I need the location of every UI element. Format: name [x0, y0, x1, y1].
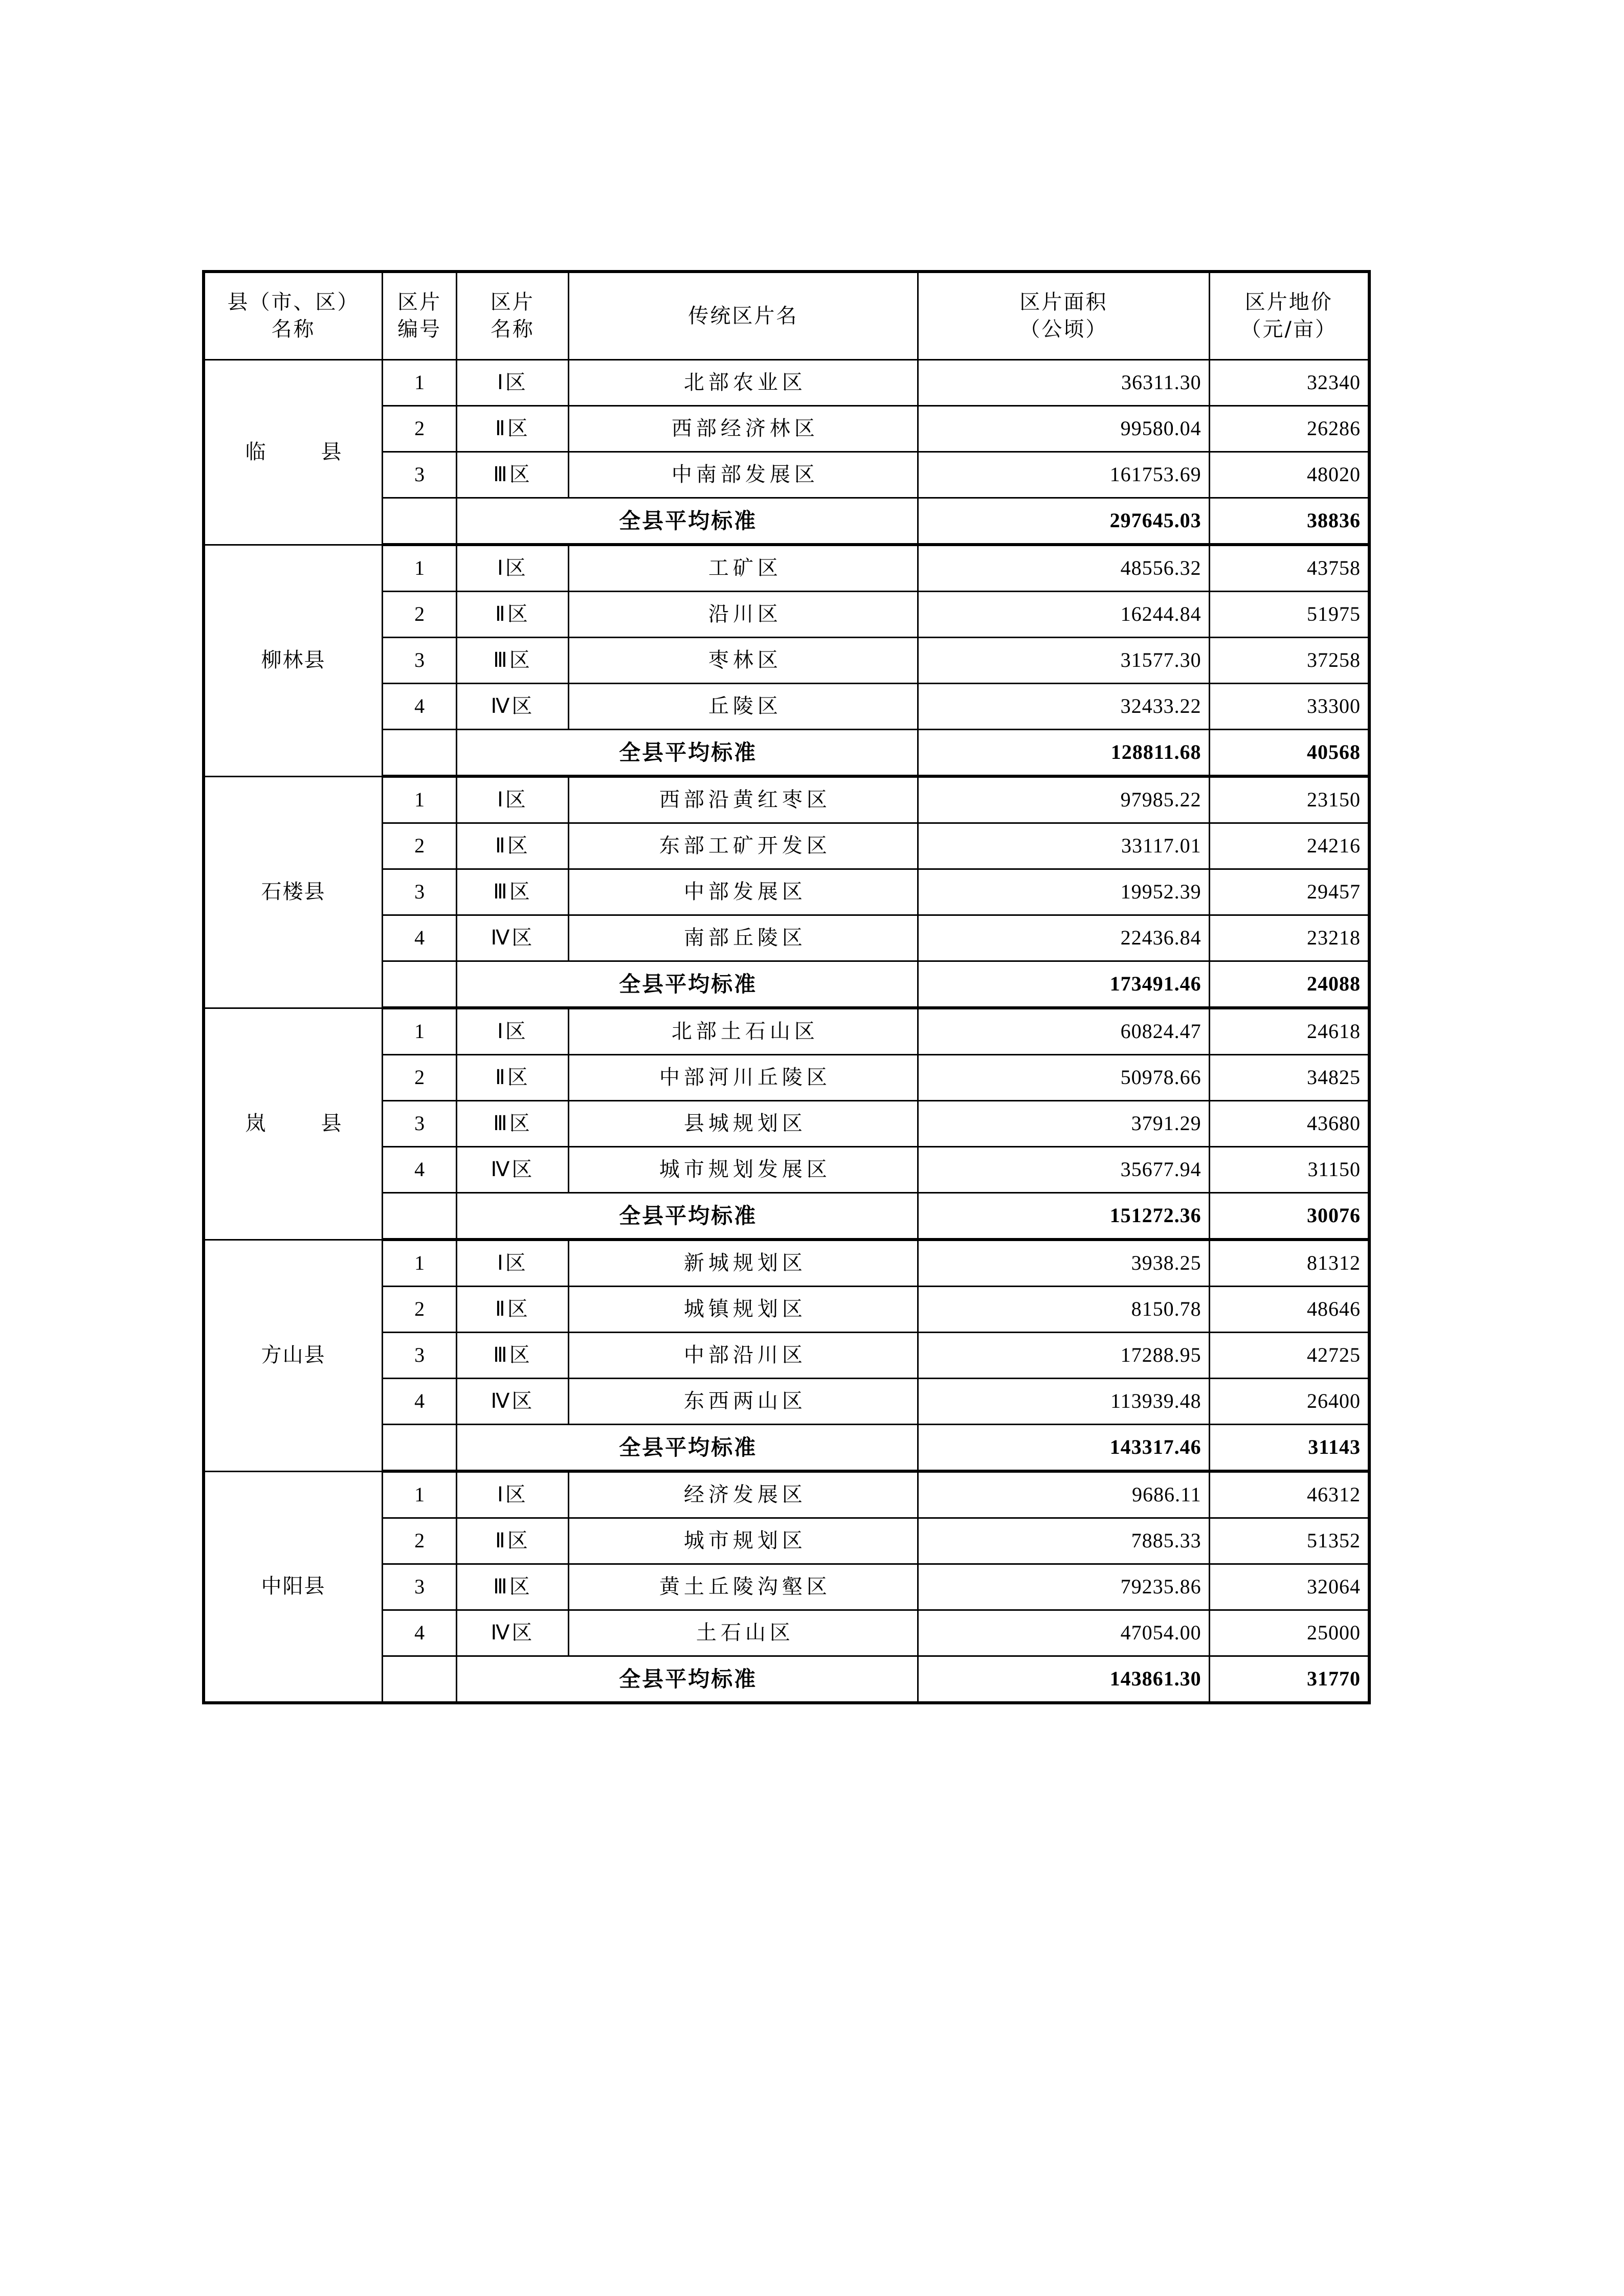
county-name-label: 中阳县: [261, 1574, 326, 1599]
summary-number-spacer: [383, 1425, 457, 1472]
district-name-cell: Ⅳ区: [457, 1610, 568, 1656]
county-name-label: 石楼县: [261, 880, 326, 904]
district-area-cell: 3791.29: [918, 1101, 1209, 1147]
district-area-cell: 47054.00: [918, 1610, 1209, 1656]
district-area-cell: 9686.11: [918, 1471, 1209, 1518]
district-name-cell: Ⅲ区: [457, 638, 568, 684]
district-name-cell: Ⅳ区: [457, 1147, 568, 1193]
summary-area-cell: 151272.36: [918, 1193, 1209, 1240]
summary-price-cell: 40568: [1209, 730, 1369, 777]
district-price-cell: 48646: [1209, 1287, 1369, 1333]
district-name-cell: Ⅳ区: [457, 684, 568, 730]
district-price-cell: 23218: [1209, 915, 1369, 961]
traditional-name-cell: 县城规划区: [568, 1101, 918, 1147]
district-price-cell: 43758: [1209, 545, 1369, 592]
district-number-cell: 2: [383, 406, 457, 452]
traditional-name-cell: 黄土丘陵沟壑区: [568, 1564, 918, 1610]
district-name-cell: Ⅰ区: [457, 1240, 568, 1287]
district-number-cell: 1: [383, 1008, 457, 1055]
district-number-cell: 3: [383, 1101, 457, 1147]
traditional-name-cell: 南部丘陵区: [568, 915, 918, 961]
district-number-cell: 2: [383, 1055, 457, 1101]
district-price-cell: 26400: [1209, 1379, 1369, 1425]
district-name-cell: Ⅱ区: [457, 406, 568, 452]
traditional-name-cell: 西部沿黄红枣区: [568, 776, 918, 823]
district-price-cell: 48020: [1209, 452, 1369, 498]
district-name-cell: Ⅰ区: [457, 1008, 568, 1055]
column-header-line: 传统区片名: [688, 304, 798, 328]
traditional-name-cell: 中部河川丘陵区: [568, 1055, 918, 1101]
summary-label-cell: 全县平均标准: [457, 730, 918, 777]
district-number-cell: 3: [383, 1564, 457, 1610]
summary-number-spacer: [383, 961, 457, 1008]
district-name-cell: Ⅱ区: [457, 1518, 568, 1564]
district-name-cell: Ⅰ区: [457, 776, 568, 823]
district-area-cell: 19952.39: [918, 869, 1209, 915]
district-name-cell: Ⅲ区: [457, 1333, 568, 1379]
district-name-cell: Ⅰ区: [457, 360, 568, 406]
district-number-cell: 3: [383, 452, 457, 498]
traditional-name-cell: 东部工矿开发区: [568, 823, 918, 869]
summary-label-cell: 全县平均标准: [457, 1193, 918, 1240]
district-name-cell: Ⅱ区: [457, 823, 568, 869]
district-number-cell: 1: [383, 545, 457, 592]
district-area-cell: 35677.94: [918, 1147, 1209, 1193]
district-number-cell: 4: [383, 1610, 457, 1656]
column-header-price: [1209, 272, 1369, 360]
district-price-cell: 81312: [1209, 1240, 1369, 1287]
summary-price-cell: 31770: [1209, 1656, 1369, 1703]
district-area-cell: 16244.84: [918, 592, 1209, 638]
district-area-cell: 113939.48: [918, 1379, 1209, 1425]
district-name-cell: Ⅱ区: [457, 592, 568, 638]
district-name-cell: Ⅱ区: [457, 1055, 568, 1101]
table-row: [204, 1240, 1369, 1287]
district-name-cell: Ⅲ区: [457, 1101, 568, 1147]
column-header-num: [383, 272, 457, 360]
district-price-cell: 25000: [1209, 1610, 1369, 1656]
column-header-county: [204, 272, 383, 360]
table-row: [204, 1471, 1369, 1518]
district-area-cell: 22436.84: [918, 915, 1209, 961]
price-table-container: [202, 270, 1371, 1704]
district-number-cell: 4: [383, 1379, 457, 1425]
district-number-cell: 2: [383, 823, 457, 869]
district-name-cell: Ⅳ区: [457, 1379, 568, 1425]
table-row: [204, 360, 1369, 406]
summary-price-cell: 24088: [1209, 961, 1369, 1008]
district-price-cell: 32064: [1209, 1564, 1369, 1610]
summary-label-cell: 全县平均标准: [457, 498, 918, 545]
district-area-cell: 17288.95: [918, 1333, 1209, 1379]
district-number-cell: 1: [383, 1240, 457, 1287]
traditional-name-cell: 枣林区: [568, 638, 918, 684]
district-price-cell: 26286: [1209, 406, 1369, 452]
table-body: [204, 360, 1369, 1703]
district-area-cell: 36311.30: [918, 360, 1209, 406]
column-header-zone: [457, 272, 568, 360]
summary-label-cell: 全县平均标准: [457, 961, 918, 1008]
county-name-cell: [204, 776, 383, 1008]
traditional-name-cell: 中南部发展区: [568, 452, 918, 498]
county-name-cell: [204, 1240, 383, 1471]
district-price-cell: 31150: [1209, 1147, 1369, 1193]
district-area-cell: 8150.78: [918, 1287, 1209, 1333]
summary-area-cell: 143317.46: [918, 1425, 1209, 1472]
column-header-line: 县（市、区）: [227, 290, 360, 314]
header-row: [204, 272, 1369, 360]
table-row: [204, 776, 1369, 823]
district-area-cell: 3938.25: [918, 1240, 1209, 1287]
district-name-cell: Ⅳ区: [457, 915, 568, 961]
district-price-cell: 46312: [1209, 1471, 1369, 1518]
summary-area-cell: 173491.46: [918, 961, 1209, 1008]
column-header-line: 区片地价: [1244, 290, 1333, 314]
traditional-name-cell: 东西两山区: [568, 1379, 918, 1425]
column-header-trad: [568, 272, 918, 360]
county-name-label: 临 县: [245, 440, 359, 464]
column-header-line: 区片: [490, 290, 535, 314]
column-header-line: （公顷）: [1019, 318, 1108, 341]
traditional-name-cell: 中部发展区: [568, 869, 918, 915]
county-name-label: 柳林县: [261, 648, 326, 672]
district-number-cell: 2: [383, 1287, 457, 1333]
district-number-cell: 1: [383, 1471, 457, 1518]
column-header-line: 区片: [397, 290, 442, 314]
traditional-name-cell: 北部农业区: [568, 360, 918, 406]
district-name-cell: Ⅲ区: [457, 869, 568, 915]
summary-price-cell: 31143: [1209, 1425, 1369, 1472]
district-number-cell: 3: [383, 869, 457, 915]
column-header-line: 名称: [271, 318, 316, 341]
summary-number-spacer: [383, 1656, 457, 1703]
traditional-name-cell: 土石山区: [568, 1610, 918, 1656]
county-name-cell: [204, 1008, 383, 1240]
district-land-price-table: [202, 270, 1371, 1704]
district-area-cell: 79235.86: [918, 1564, 1209, 1610]
district-price-cell: 33300: [1209, 684, 1369, 730]
district-number-cell: 3: [383, 638, 457, 684]
summary-price-cell: 30076: [1209, 1193, 1369, 1240]
traditional-name-cell: 城市规划区: [568, 1518, 918, 1564]
traditional-name-cell: 工矿区: [568, 545, 918, 592]
summary-number-spacer: [383, 1193, 457, 1240]
traditional-name-cell: 西部经济林区: [568, 406, 918, 452]
district-name-cell: Ⅲ区: [457, 1564, 568, 1610]
district-number-cell: 4: [383, 915, 457, 961]
district-price-cell: 29457: [1209, 869, 1369, 915]
traditional-name-cell: 中部沿川区: [568, 1333, 918, 1379]
district-name-cell: Ⅰ区: [457, 1471, 568, 1518]
district-area-cell: 33117.01: [918, 823, 1209, 869]
traditional-name-cell: 新城规划区: [568, 1240, 918, 1287]
table-header: [204, 272, 1369, 360]
district-price-cell: 51975: [1209, 592, 1369, 638]
district-area-cell: 32433.22: [918, 684, 1209, 730]
district-number-cell: 1: [383, 776, 457, 823]
district-price-cell: 43680: [1209, 1101, 1369, 1147]
column-header-line: 区片面积: [1019, 290, 1108, 314]
county-name-label: 方山县: [261, 1343, 326, 1367]
district-price-cell: 37258: [1209, 638, 1369, 684]
traditional-name-cell: 北部土石山区: [568, 1008, 918, 1055]
column-header-area: [918, 272, 1209, 360]
district-area-cell: 48556.32: [918, 545, 1209, 592]
summary-price-cell: 38836: [1209, 498, 1369, 545]
district-name-cell: Ⅲ区: [457, 452, 568, 498]
district-price-cell: 51352: [1209, 1518, 1369, 1564]
district-number-cell: 2: [383, 1518, 457, 1564]
district-area-cell: 7885.33: [918, 1518, 1209, 1564]
table-row: [204, 545, 1369, 592]
district-area-cell: 99580.04: [918, 406, 1209, 452]
county-name-cell: [204, 545, 383, 776]
summary-number-spacer: [383, 730, 457, 777]
district-name-cell: Ⅱ区: [457, 1287, 568, 1333]
district-area-cell: 50978.66: [918, 1055, 1209, 1101]
district-number-cell: 2: [383, 592, 457, 638]
traditional-name-cell: 经济发展区: [568, 1471, 918, 1518]
county-name-label: 岚 县: [245, 1112, 359, 1136]
summary-label-cell: 全县平均标准: [457, 1656, 918, 1703]
district-number-cell: 4: [383, 684, 457, 730]
district-number-cell: 3: [383, 1333, 457, 1379]
column-header-line: 名称: [490, 318, 535, 341]
district-price-cell: 24216: [1209, 823, 1369, 869]
traditional-name-cell: 沿川区: [568, 592, 918, 638]
county-name-cell: [204, 360, 383, 545]
district-price-cell: 32340: [1209, 360, 1369, 406]
district-number-cell: 1: [383, 360, 457, 406]
table-row: [204, 1008, 1369, 1055]
county-name-cell: [204, 1471, 383, 1703]
district-area-cell: 97985.22: [918, 776, 1209, 823]
district-price-cell: 34825: [1209, 1055, 1369, 1101]
summary-area-cell: 297645.03: [918, 498, 1209, 545]
district-area-cell: 60824.47: [918, 1008, 1209, 1055]
district-price-cell: 42725: [1209, 1333, 1369, 1379]
district-area-cell: 31577.30: [918, 638, 1209, 684]
column-header-line: （元/亩）: [1240, 318, 1338, 341]
traditional-name-cell: 城镇规划区: [568, 1287, 918, 1333]
column-header-line: 编号: [397, 318, 442, 341]
district-area-cell: 161753.69: [918, 452, 1209, 498]
summary-number-spacer: [383, 498, 457, 545]
summary-area-cell: 128811.68: [918, 730, 1209, 777]
traditional-name-cell: 城市规划发展区: [568, 1147, 918, 1193]
summary-area-cell: 143861.30: [918, 1656, 1209, 1703]
district-number-cell: 4: [383, 1147, 457, 1193]
district-name-cell: Ⅰ区: [457, 545, 568, 592]
traditional-name-cell: 丘陵区: [568, 684, 918, 730]
summary-label-cell: 全县平均标准: [457, 1425, 918, 1472]
district-price-cell: 24618: [1209, 1008, 1369, 1055]
district-price-cell: 23150: [1209, 776, 1369, 823]
